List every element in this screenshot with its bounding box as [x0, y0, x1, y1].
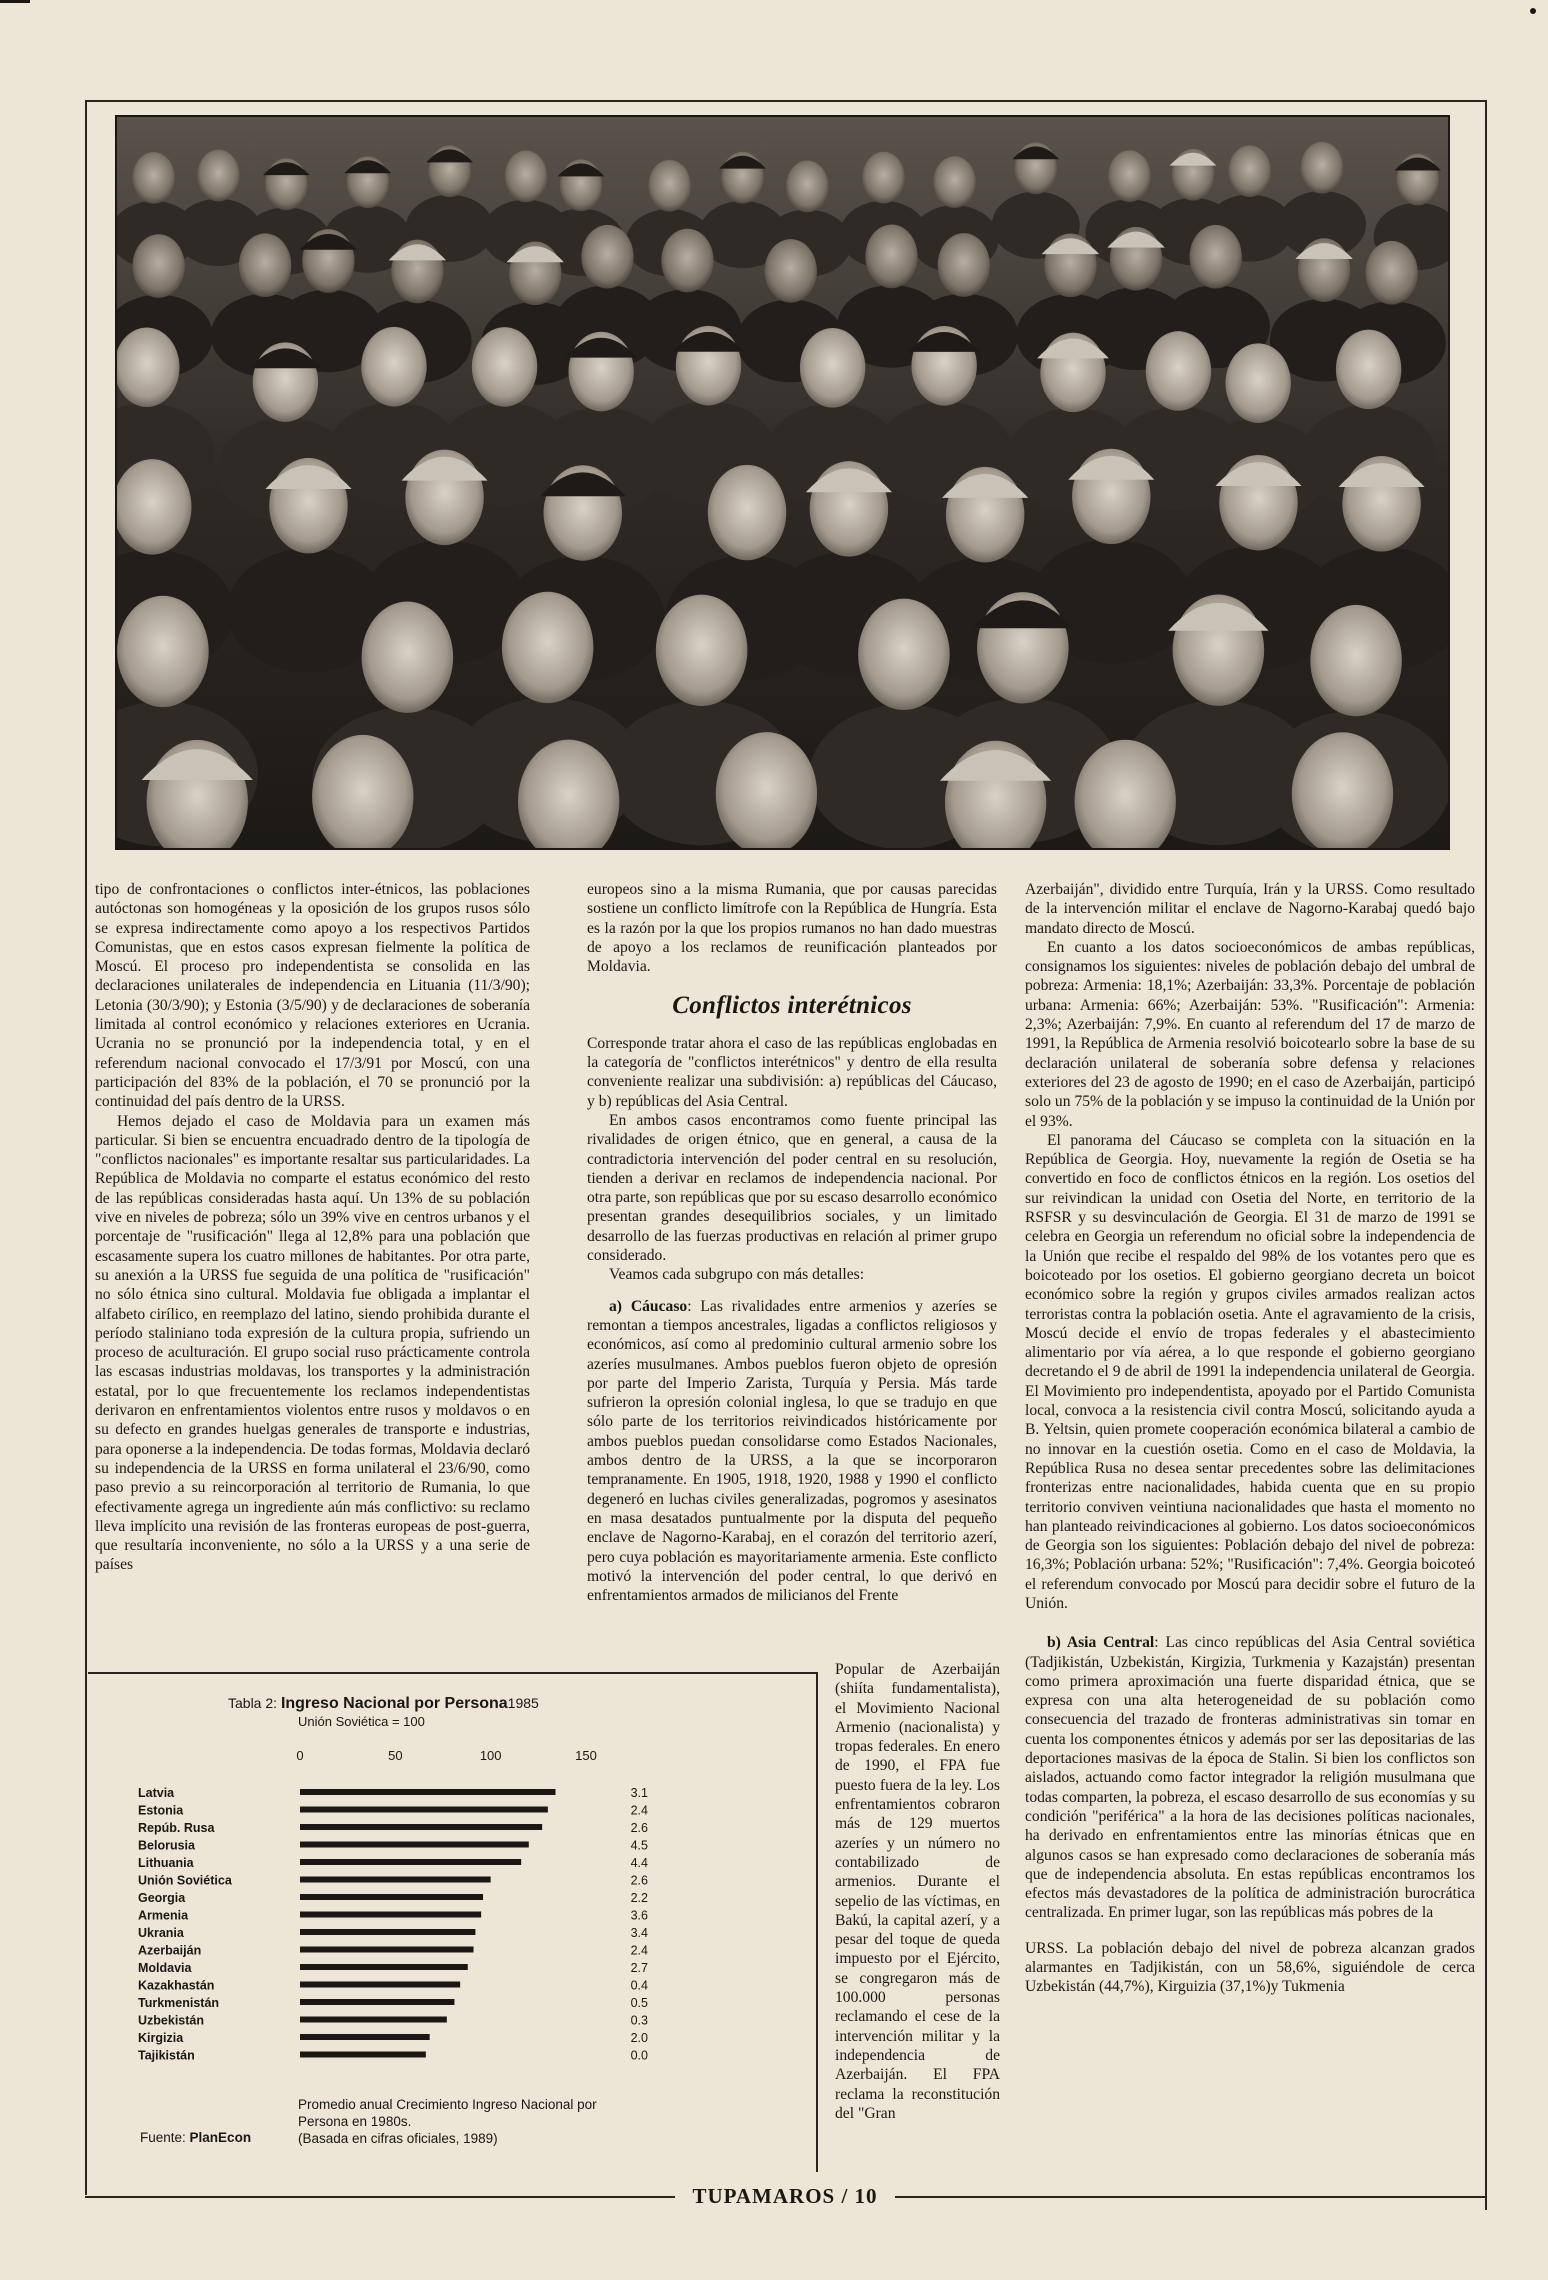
growth-value: 3.4: [630, 1926, 648, 1940]
crowd-figure-face: [472, 327, 537, 407]
corner-mark: [0, 0, 30, 3]
article-column-2-continued: [835, 1660, 1000, 2170]
crowd-figure-face: [132, 234, 184, 298]
chart-growth-label: Promedio anual Crecimiento Ingreso Nacional por Persona en 1980s.: [298, 2097, 597, 2129]
income-bar: [300, 1859, 521, 1865]
paragraph: Popular de Azerbaiján (shiíta fundamentalista), el Movimiento Nacional Armenio (nacionalista) y tropas federales. En enero de 1990, el FPA fue puesto fuera de la ley. Los enfrentamientos cobraron más de 129 muertos azeríes y un número no contabilizado de armenios. Durante el sepelio de las víctimas, en Bakú, la capital azerí, y a pesar del toque de queda impuesto por el Ejército, se congregaron más de 100.000 personas reclamando el cese de la intervención militar y la independencia de Azerbaiján. El FPA reclama la reconstitución del "Gran: [835, 1661, 1000, 2122]
crowd-figure-face: [361, 327, 426, 407]
paragraph-text: : Las cinco repúblicas del Asia Central soviética (Tadjikistán, Uzbekistán, Kirgizia, Turkmenia y Kazajstán) presentan como primera aproximación una fuerte disparidad étnica, que se expresa con una alta heterogeneidad de su población como consecuencia del trazado de fronteras administrativas sin tomar en cuenta los componentes étnicos y además por ser las depositarias de las deportaciones masivas de la época de Stalin. Si bien los conflictos son aislados, actuando como factor integrador la religión musulmana que todas comparten, la pobreza, el escaso desarrollo de sus economías y su condición "periférica" a la hora de las decisiones políticas nacionales, ha derivado en enfrentamientos entre las minorías étnicas que en algunos casos se han expresado como declaraciones de soberanía más que de independencia absoluta. En estas repúblicas encontramos los efectos más devastadores de la política de administración burocrática centralizada. En primer lugar, son las repúblicas más pobres de la: [1025, 1634, 1475, 1922]
income-chart: [88, 1672, 818, 2172]
category-label: Estonia: [138, 1803, 184, 1818]
category-label: Moldavia: [138, 1961, 192, 1975]
crowd-figure-face: [117, 327, 180, 407]
category-label: Unión Soviética: [138, 1873, 232, 1888]
paragraph: europeos sino a la misma Rumania, que por causas parecidas sostiene un conflicto limítrofe con la República de Hungría. Esta es la razón por la que los propios rumanos no han dado muestras de apoyo a los reclamos de reunificación planteados por Moldavia.: [587, 881, 997, 976]
category-label: Kirgizia: [138, 2031, 184, 2045]
growth-value: 0.0: [630, 2048, 648, 2063]
crowd-figure-face: [862, 152, 905, 204]
crowd-figure-face: [117, 596, 209, 707]
crowd-figure-face: [197, 150, 240, 202]
x-tick-label: 0: [296, 1748, 304, 1763]
category-label: Armenia: [138, 1908, 189, 1923]
crowd-figure-face: [786, 160, 829, 212]
category-label: Belorusia: [138, 1838, 195, 1853]
income-bar: [300, 2052, 426, 2058]
income-bar: [300, 1964, 468, 1970]
crowd-figure-face: [362, 602, 454, 713]
growth-value: 3.1: [630, 1786, 648, 1800]
category-label: Uzbekistán: [138, 2013, 204, 2028]
paragraph-text: : Las rivalidades entre armenios y azeríes se remontan a tiempos ancestrales, ligadas a conflictos religiosos y económicos, así como al predominio cultural armenio sobre los azeríes musulmanes. Ambos pueblos fueron objeto de opresión por parte del Imperio Zarista, Turquía y Persia. Más tarde sufrieron la opresión colonial inglesa, lo que se tradujo en que sólo parte de los territorios reivindicados históricamente por ambos pueblos puedan consolidarse como Estados Nacionales, ambos dentro de la URSS, a la que se incorporaron tempranamente. En 1905, 1918, 1920, 1988 y 1990 el conflicto degeneró en luchas civiles generalizadas, pogromos y asesinatos en masa desatados puntualmente por la disputa del pequeño enclave de Nagorno-Karabaj, en el corazón del territorio azerí, pero cuya población es mayoritariamente armenia. Este conflicto motivó la intervención del poder central, lo que derivó en enfrentamientos armados de milicianos del Frente: [587, 1297, 997, 1605]
paragraph-caucaso: [587, 1297, 997, 1606]
crowd-figure-face: [661, 229, 713, 293]
crowd-figure-face: [502, 592, 594, 703]
article-column-1: [95, 880, 530, 1665]
paragraph: tipo de confrontaciones o conflictos inter-étnicos, las poblaciones autóctonas son homogéneas y la oposición de los grupos rusos sólo se expresa indirectamente como apoyo a los respectivos Partidos Comunistas, que en estos casos expresan fielmente la política de Moscú. El proceso pro independentista se consolida en las declaraciones unilaterales de independencia en Lituania (11/3/90); Letonia (30/3/90); y Estonia (3/5/90) y de declaraciones de soberanía limitada al control económico y relaciones exteriores en Ucrania. Ucrania no se pronunció por la independencia total, y en el referendum nacional convocado el 17/3/91 por Moscú, con una participación del 83% de la población, el 70 se pronunció por la continuidad del país dentro de la URSS.: [95, 881, 530, 1111]
income-bar: [300, 1824, 542, 1830]
growth-value: 0.3: [630, 2013, 648, 2028]
crowd-figure-face: [581, 225, 633, 289]
chart-source-label: Fuente:: [140, 2130, 186, 2145]
paragraph: URSS. La población debajo del nivel de pobreza alcanzan grados alarmantes en Tadjikistán, con un 58,6%, siguiéndole de cerca Uzbekistán (44,7%), Kirguizia (37,1%)y Tukmenia: [1025, 1939, 1475, 1996]
page-number: TUPAMAROS / 10: [692, 2184, 878, 2208]
article-column-3: [1025, 880, 1475, 2170]
subsection-label: b) Asia Central: [1047, 1634, 1155, 1652]
paragraph: Veamos cada subgrupo con más detalles:: [609, 1266, 865, 1284]
corner-dot: [1530, 8, 1536, 14]
category-label: Ukrania: [138, 1926, 184, 1940]
paragraph: En cuanto a los datos socioeconómicos de ambas repúblicas, consignamos los siguientes: niveles de población debajo del umbral de pobreza: Armenia: 18,1%; Azerbaiján: 33,3%. Porcentaje de población urbana: Armenia: 66%; Azerbaiján: 53%. "Rusificación": Armenia: 2,3%; Azerbaiján: 7,9%. En cuanto al referendum del 17 de marzo de 1991, la República de Armenia resolvió boicotearlo sobre la base de su declaración unilateral de soberanía sobre defensa y relaciones exteriores del 23 de agosto de 1990; en el caso de Azerbaiján, participó solo un 75% de la población y se impuso la continuidad de la Unión por el 93%.: [1025, 938, 1475, 1130]
x-tick-label: 50: [388, 1748, 403, 1763]
crowd-figure-face: [938, 233, 990, 297]
category-label: Repúb. Rusa: [138, 1821, 215, 1835]
crowd-figure-face: [708, 465, 786, 560]
income-bar: [300, 2034, 430, 2040]
crowd-figure-face: [800, 328, 865, 408]
category-label: Latvia: [138, 1786, 175, 1800]
x-tick-label: 150: [575, 1748, 597, 1763]
income-bar: [300, 1929, 475, 1935]
frame-right-rule: [1485, 100, 1487, 2210]
growth-value: 4.4: [630, 1856, 648, 1870]
income-bar: [300, 1807, 548, 1813]
income-bar: [300, 1842, 529, 1848]
paragraph: Hemos dejado el caso de Moldavia para un examen más particular. Si bien se encuentra encuadrado dentro de la tipología de "conflictos nacionales" es importante resaltar sus particularidades. La República de Moldavia no comparte el estatus económico del resto de las repúblicas consideradas hasta aquí. Un 13% de su población vive en niveles de pobreza; sólo un 39% vive en centros urbanos y el porcentaje de "rusificación" llega al 12,8% para una población que escasamente supera los cuatro millones de habitantes. Por otra parte, su anexión a la URSS fue seguida de una política de "rusificación" no sólo étnica sino cultural. Moldavia fue obligada a implantar el alfabeto cirílico, en reemplazo del latino, siendo prohibida durante el período staliniano toda expresión de la cultura propia, sufriendo un proceso de aculturación. El grupo social ruso prácticamente controla las escasas industrias moldavas, los transportes y la administración estatal, por lo que frecuentemente los reclamos independentistas derivaron en enfrentamientos violentos entre rusos y moldavos o en su defecto en grandes huelgas generales de transporte e industrias, para oponerse a la independencia. De todas formas, Moldavia declaró su independencia de la URSS en forma unilateral el 23/6/90, como paso previo a su reincorporación al territorio de Rumania, lo que efectivamente agrega un ingrediente aún más conflictivo: su reclamo lleva implícito una revisión de las fronteras europeas de post-guerra, que resultaría inconveniente, no sólo a la URSS y a una serie de países: [95, 1112, 530, 1574]
category-label: Azerbaiján: [138, 1943, 202, 1958]
growth-value: 2.4: [630, 1943, 648, 1958]
income-bar: [300, 1982, 460, 1988]
income-bar: [300, 1999, 454, 2005]
crowd-figure-face: [765, 239, 817, 303]
growth-value: 2.0: [630, 2031, 648, 2045]
chart-title-prefix: Tabla 2:: [228, 1695, 278, 1711]
paragraph: Azerbaiján", dividido entre Turquía, Irán y la URSS. Como resultado de la intervención militar el enclave de Nagorno-Karabaj quedó bajo mandato directo de Moscú.: [1025, 881, 1475, 937]
growth-value: 0.5: [630, 1996, 648, 2010]
x-tick-label: 100: [479, 1748, 502, 1763]
footer-rule-right: [895, 2196, 1485, 2198]
crowd-figure-face: [858, 599, 950, 710]
crowd-figure-face: [239, 233, 291, 297]
growth-value: 3.6: [630, 1908, 648, 1923]
crowd-figure-face: [1225, 343, 1290, 423]
article-column-2: [587, 880, 997, 1665]
crowd-figure-face: [648, 160, 691, 212]
growth-value: 0.4: [630, 1978, 648, 1993]
crowd-photo: [115, 115, 1450, 850]
growth-value: 2.2: [630, 1891, 648, 1905]
income-bar: [300, 1912, 481, 1918]
income-bar: [300, 1894, 483, 1900]
chart-title-main: Ingreso Nacional por Persona: [280, 1695, 508, 1712]
category-label: Lithuania: [138, 1856, 194, 1870]
growth-value: 2.6: [630, 1821, 648, 1835]
growth-value: 4.5: [630, 1838, 648, 1853]
category-label: Turkmenistán: [138, 1996, 220, 2010]
crowd-figure-face: [132, 152, 175, 204]
footer-rule-left: [85, 2196, 675, 2198]
growth-value: 2.6: [630, 1873, 648, 1888]
paragraph: El panorama del Cáucaso se completa con la situación en la República de Georgia. Hoy, nuevamente la región de Osetia se ha convertido en foco de conflictos étnicos en la región. Los osetios del sur reivindican la unidad con Osetia del Norte, en territorio de la RSFSR y su desvinculación de Georgia. El 31 de marzo de 1991 se celebra en Georgia un referendum no oficial sobre la independencia de la Unión que recibe el respaldo del 98% de los votantes pero que es boicoteado por los osetios. El gobierno georgiano decreta un boicot económico sobre la región y grupos civiles armados realizan actos terroristas contra la población osetia. Ante el agravamiento de la crisis, Moscú decide el envío de tropas federales y el abastecimiento alimentario por vía aérea, a lo que responde el gobierno georgiano decretando el 9 de abril de 1991 la independencia unilateral de Georgia. El Movimiento pro independentista, apoyado por el Partido Comunista local, convoca a la resistencia civil contra Moscú, solicitando ayuda a B. Yeltsin, quien promete cooperación económica bilateral a cambio de no innovar en la cuestión osetia. Como en el caso de Moldavia, la República Rusa no desea sentar precedentes sobre las delimitaciones fronterizas entre nacionalidades, habida cuenta que en su propio territorio conviven veintiuna nacionalidades que hasta el momento no han planteado reivindicaciones al gobierno. Los datos socioeconómicos de Georgia son los siguientes: Población debajo del nivel de pobreza: 16,3%; Población urbana: 52%; "Rusificación": 7,4%. Georgia boicoteó el referendum convocado por Moscú para decidir sobre el futuro de la Unión.: [1025, 1131, 1475, 1612]
crowd-figure-face: [1301, 142, 1344, 194]
page-footer: [85, 2186, 1485, 2206]
chart-title-year: 1985: [507, 1695, 539, 1711]
crowd-figure-face: [505, 151, 548, 203]
category-label: Tajikistán: [138, 2048, 195, 2063]
crowd-figure-face: [1336, 330, 1401, 410]
chart-subtitle: Unión Soviética = 100: [298, 1714, 425, 1729]
income-bar: [300, 1789, 555, 1795]
crowd-figure-face: [865, 225, 917, 289]
chart-source-name: PlanEcon: [189, 2130, 252, 2145]
growth-value: 2.7: [630, 1961, 648, 1975]
crowd-figure-face: [1146, 331, 1211, 411]
crowd-figure-face: [1365, 241, 1417, 305]
growth-value: 2.4: [630, 1803, 648, 1818]
chart-growth-note: (Basada en cifras oficiales, 1989): [298, 2131, 498, 2146]
income-bar: [300, 1947, 474, 1953]
income-bar: [300, 2017, 447, 2023]
paragraph-asia: [1025, 1633, 1475, 1922]
category-label: Georgia: [138, 1891, 186, 1905]
section-heading: Conflictos interétnicos: [672, 992, 912, 1020]
crowd-figure-face: [1190, 225, 1242, 289]
chart-source: [140, 2130, 251, 2145]
crowd-figure-face: [933, 156, 976, 208]
crowd-photo-icon: [117, 117, 1448, 848]
crowd-figure-face: [1108, 150, 1151, 202]
chart-note: [298, 2096, 598, 2147]
subsection-label: a) Cáucaso: [609, 1297, 688, 1315]
crowd-figure-face: [656, 595, 748, 706]
category-label: Kazakhastán: [138, 1978, 215, 1993]
paragraph: En ambos casos encontramos como fuente principal las rivalidades de origen étnico, que en general, a causa de la contradictoria intervención del poder central en su resolución, tienden a derivar en reclamos de independencia nacional. Por otra parte, son repúblicas que por su escaso desarrollo económico presentan grandes desequilibrios sociales, y un limitado desarrollo de las fuerzas productivas en relación al primer grupo considerado.: [587, 1111, 997, 1265]
income-bar: [300, 1877, 491, 1883]
paragraph: Corresponde tratar ahora el caso de las repúblicas englobadas en la categoría de "conflictos interétnicos" y dentro de ella resulta conveniente realizar una subdivisión: a) repúblicas del Cáucaso, y b) repúblicas del Asia Central.: [587, 1034, 997, 1110]
crowd-figure-face: [1310, 605, 1402, 716]
crowd-figure-face: [1228, 145, 1271, 197]
